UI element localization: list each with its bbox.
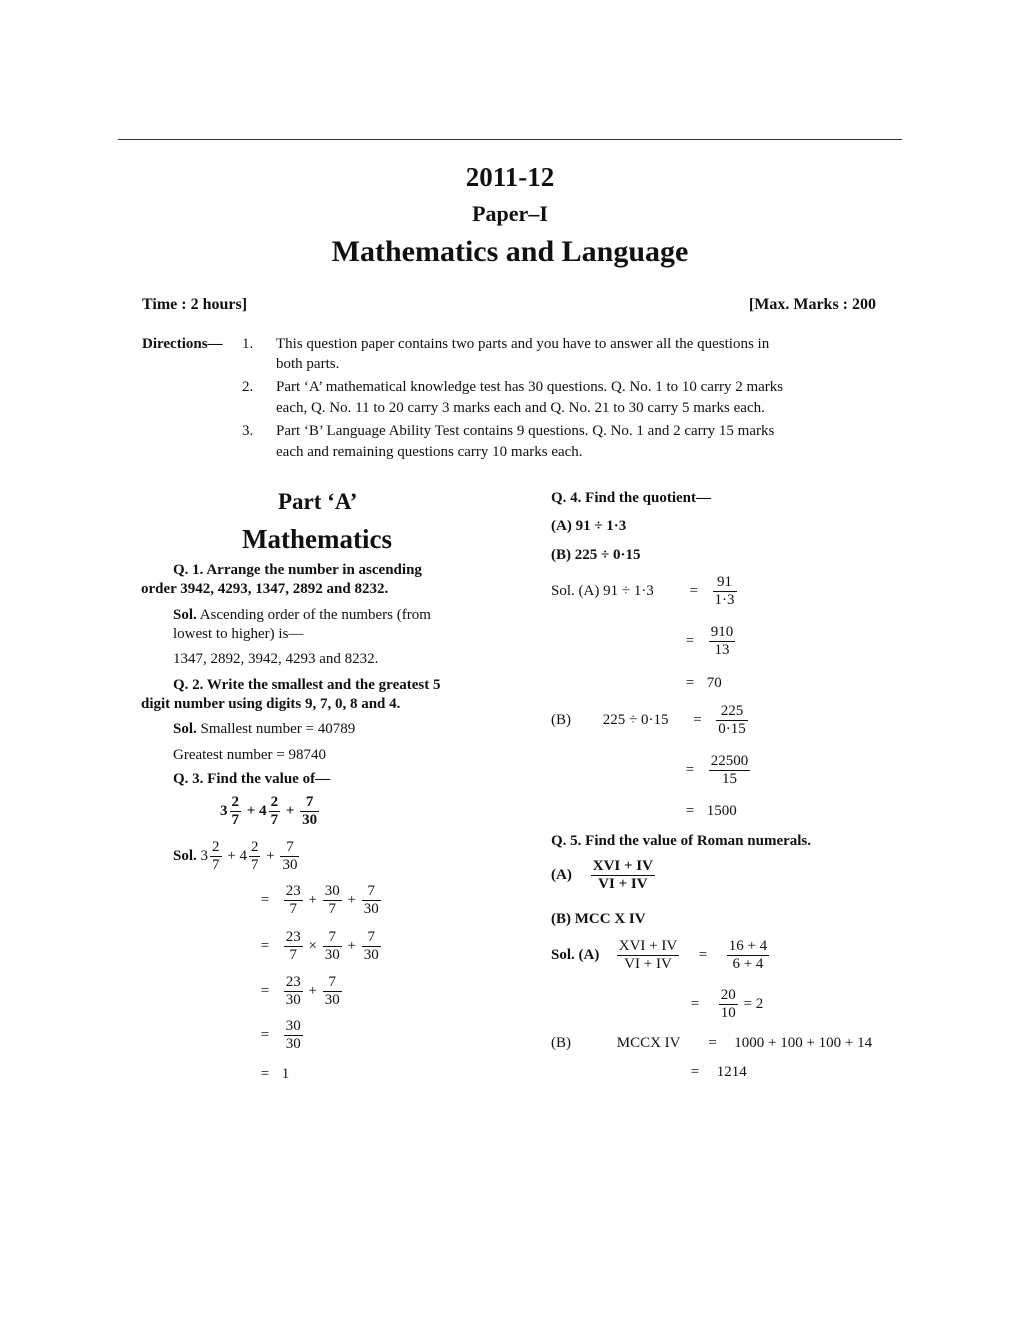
- q1-solution: [173, 605, 431, 625]
- q1-question: Q. 1. Arrange the number in ascending: [173, 562, 422, 578]
- part-title: Part ‘A’: [278, 489, 358, 514]
- q2-solution: [173, 719, 355, 739]
- time-label: Time : 2 hours]: [142, 296, 248, 313]
- directions-label: Directions—: [142, 336, 223, 352]
- direction-text: Part ‘A’ mathematical knowledge test has 30 questions. Q. No. 1 to 10 carry 2 marks: [276, 379, 784, 395]
- sol-text: Ascending order of the numbers (from: [199, 607, 431, 623]
- q3-step: = $\frac{23}{30}$ + $\frac{7}{30}$: [260, 974, 340, 1008]
- direction-text: Part ‘B’ Language Ability Test contains 9 questions. Q. No. 1 and 2 carry 15 marks: [276, 423, 775, 439]
- q3-question: Q. 3. Find the value of—: [173, 771, 331, 787]
- q4-sol-a-step: = $\frac{910}{13}$: [685, 624, 734, 658]
- direction-text: This question paper contains two parts and you have to answer all the questions in: [276, 336, 770, 352]
- q1-answer: 1347, 2892, 3942, 4293 and 8232.: [173, 651, 379, 667]
- sol-text: Smallest number = 40789: [200, 721, 356, 737]
- direction-number: 3.: [242, 423, 254, 439]
- q5-question: Q. 5. Find the value of Roman numerals.: [551, 833, 812, 849]
- max-marks-label: [Max. Marks : 200: [748, 296, 876, 313]
- q4-part-a: (A) 91 ÷ 1·3: [551, 518, 627, 534]
- q5-sol-b-result: = 1214: [690, 1064, 747, 1080]
- q5-part-a: (A) XVI + IV VI + IV: [551, 858, 653, 892]
- direction-text: both parts.: [276, 356, 340, 372]
- q4-sol-a-result: = 70: [685, 675, 722, 691]
- q4-sol-b-result: = 1500: [685, 803, 737, 819]
- direction-number: 1.: [242, 336, 254, 352]
- q3-step: = $\frac{23}{7}$ × $\frac{7}{30}$ + $\frac{7}{30}$: [260, 929, 379, 963]
- top-rule: [118, 139, 902, 140]
- q3-step: = $\frac{30}{30}$: [260, 1018, 301, 1052]
- q3-expression: 3 $\frac{2}{7}$ + 4 $\frac{2}{7}$ + $\frac{7}{30}$: [220, 794, 318, 828]
- q2-question: digit number using digits 9, 7, 0, 8 and 4.: [141, 696, 401, 712]
- q5-sol-a-result: = $\frac{20}{10}$ = 2: [690, 987, 764, 1021]
- q4-part-b: (B) 225 ÷ 0·15: [551, 547, 641, 563]
- part-subject: Mathematics: [242, 524, 392, 554]
- paper-subject: Mathematics and Language: [331, 235, 689, 268]
- q4-sol-b-step: = $\frac{22500}{15}$: [685, 753, 749, 787]
- q1-solution: lowest to higher) is—: [173, 626, 304, 642]
- q3-solution-line: Sol. 3 $\frac{2}{7}$ + 4 $\frac{2}{7}$ + $\frac{7}{30}$: [173, 839, 298, 873]
- q4-sol-b: (B) 225 ÷ 0·15 = $\frac{225}{0\cdot 15}$: [551, 703, 746, 737]
- q3-result: = 1: [260, 1066, 290, 1082]
- direction-number: 2.: [242, 379, 254, 395]
- direction-text: each, Q. No. 11 to 20 carry 3 marks each and Q. No. 21 to 30 carry 5 marks each.: [276, 400, 765, 416]
- q5-part-b: (B) MCC X IV: [551, 911, 646, 927]
- q5-sol-b: (B) MCCX IV = 1000 + 100 + 100 + 14: [551, 1035, 873, 1051]
- direction-text: each and remaining questions carry 10 marks each.: [276, 444, 583, 460]
- q4-question: Q. 4. Find the quotient—: [551, 490, 712, 506]
- q3-step: = $\frac{23}{7}$ + $\frac{30}{7}$ + $\frac{7}{30}$: [260, 883, 379, 917]
- paper-number: Paper–I: [472, 201, 548, 226]
- q1-question: order 3942, 4293, 1347, 2892 and 8232.: [141, 581, 389, 597]
- sol-label: Sol.: [173, 721, 197, 737]
- q5-sol-a: Sol. (A) XVI + IV VI + IV = $\frac{16 + 4}{6 + 4}$: [551, 938, 768, 972]
- q2-answer: Greatest number = 98740: [173, 747, 327, 763]
- q4-sol-a: Sol. (A) 91 ÷ 1·3 = $\frac{91}{1\cdot 3}$: [551, 574, 735, 608]
- paper-year: 2011-12: [465, 162, 555, 192]
- sol-label: Sol.: [173, 607, 197, 623]
- q2-question: Q. 2. Write the smallest and the greatest 5: [173, 677, 441, 693]
